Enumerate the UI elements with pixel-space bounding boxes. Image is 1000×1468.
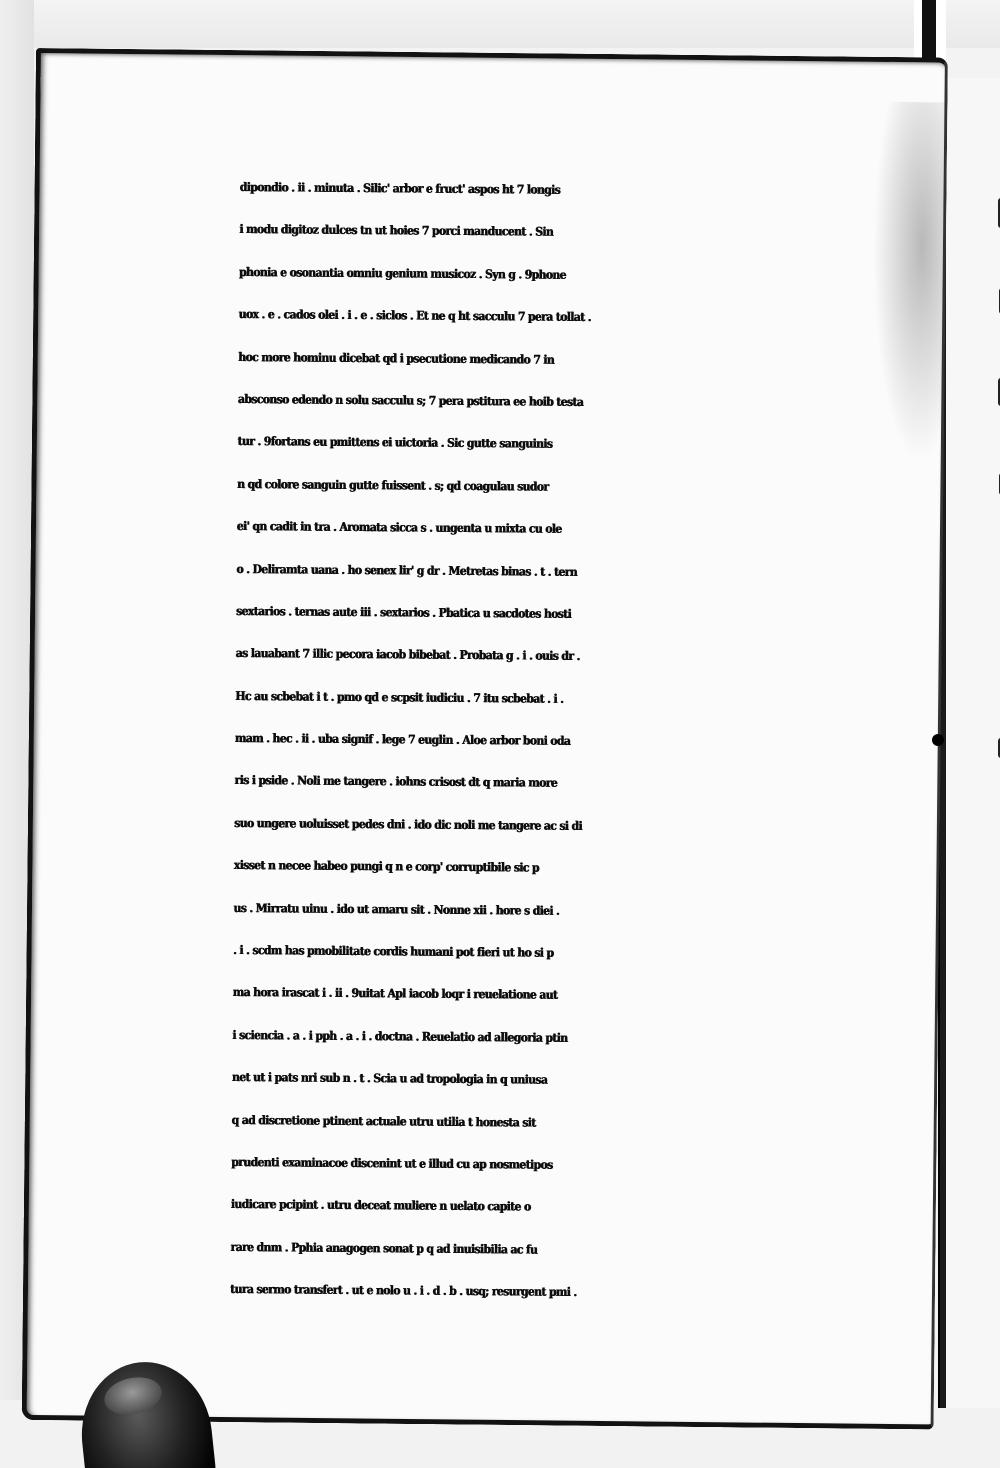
text-line: Hc au scbebat i t . pmo qd e scpsit iudiciu . 7 itu scbebat . i . bbox=[235, 688, 564, 706]
text-line: net ut i pats nri sub n . t . Scia u ad tropologia in q uniusa bbox=[231, 1070, 548, 1087]
manuscript-text-block bbox=[230, 166, 900, 1316]
text-line: hoc more hominu dicebat qd i psecutione medicando 7 in bbox=[238, 349, 555, 367]
text-line: dipondio . ii . minuta . Silic' arbor e fruct' aspos ht 7 longis bbox=[239, 179, 561, 197]
text-line: i modu digitoz dulces tn ut hoies 7 porci manducent . Sin bbox=[239, 222, 554, 240]
text-line: xisset n necee habeo pungi q n e corp' corruptibile sic p bbox=[233, 858, 539, 875]
text-line: iudicare pcipint . utru deceat muliere n uelato capite o bbox=[230, 1197, 531, 1214]
text-line: as lauabant 7 illic pecora iacob bibebat . Probata g . i . ouis dr . bbox=[235, 646, 580, 664]
text-line: ma hora irascat i . ii . 9uitat Apl iacob loqr i reuelatione aut bbox=[232, 985, 558, 1003]
binding-hole bbox=[932, 734, 944, 746]
text-line: o . Deliramta uana . ho senex lir' g dr . Metretas binas . t . tern bbox=[236, 561, 578, 579]
text-line: tura sermo transfert . ut e nolo u . i . d . b . usq; resurgent pmi . bbox=[230, 1282, 577, 1300]
text-line: uox . e . cados olei . i . e . siclos . Et ne q ht sacculu 7 pera tollat . bbox=[238, 307, 591, 325]
text-line: q ad discretione ptinent actuale utru utilia t honesta sit bbox=[231, 1112, 536, 1130]
text-line: . i . scdm has pmobilitate cordis humani pot fieri ut ho si p bbox=[233, 943, 554, 960]
text-line: suo ungere uoluisset pedes dni . ido dic noli me tangere ac si di bbox=[234, 815, 583, 833]
adjacent-leaf bbox=[938, 78, 1000, 1408]
text-line: i sciencia . a . i pph . a . i . doctna . Reuelatio ad allegoria ptin bbox=[232, 1027, 568, 1045]
text-line: us . Mirratu uinu . ido ut amaru sit . Nonne xii . hore s diei . bbox=[233, 900, 560, 918]
text-line: ei' qn cadit in tra . Aromata sicca s . ungenta u mixta cu ole bbox=[236, 519, 562, 536]
scan-background-top bbox=[0, 0, 1000, 48]
text-line: ris i pside . Noli me tangere . iohns crisost dt q maria more bbox=[234, 773, 558, 791]
text-line: tur . 9fortans eu pmittens ei uictoria . Sic gutte sanguinis bbox=[237, 434, 553, 452]
text-line: phonia e osonantia omniu genium musicoz . Syn g . 9phone bbox=[239, 264, 567, 282]
text-line: absconso edendo n solu sacculu s; 7 pera pstitura ee hoib testa bbox=[237, 391, 584, 409]
text-line: sextarios . ternas aute iii . sextarios . Pbatica u sacdotes hosti bbox=[236, 603, 572, 621]
text-line: prudenti examinacoe discenint ut e illud cu ap nosmetipos bbox=[231, 1154, 553, 1172]
text-line: rare dnm . Pphia anagogen sonat p q ad inuisibilia ac fu bbox=[230, 1239, 538, 1257]
text-line: mam . hec . ii . uba signif . lege 7 euglin . Aloe arbor boni oda bbox=[234, 731, 571, 748]
text-line: n qd colore sanguin gutte fuissent . s; qd coagulau sudor bbox=[237, 476, 549, 494]
